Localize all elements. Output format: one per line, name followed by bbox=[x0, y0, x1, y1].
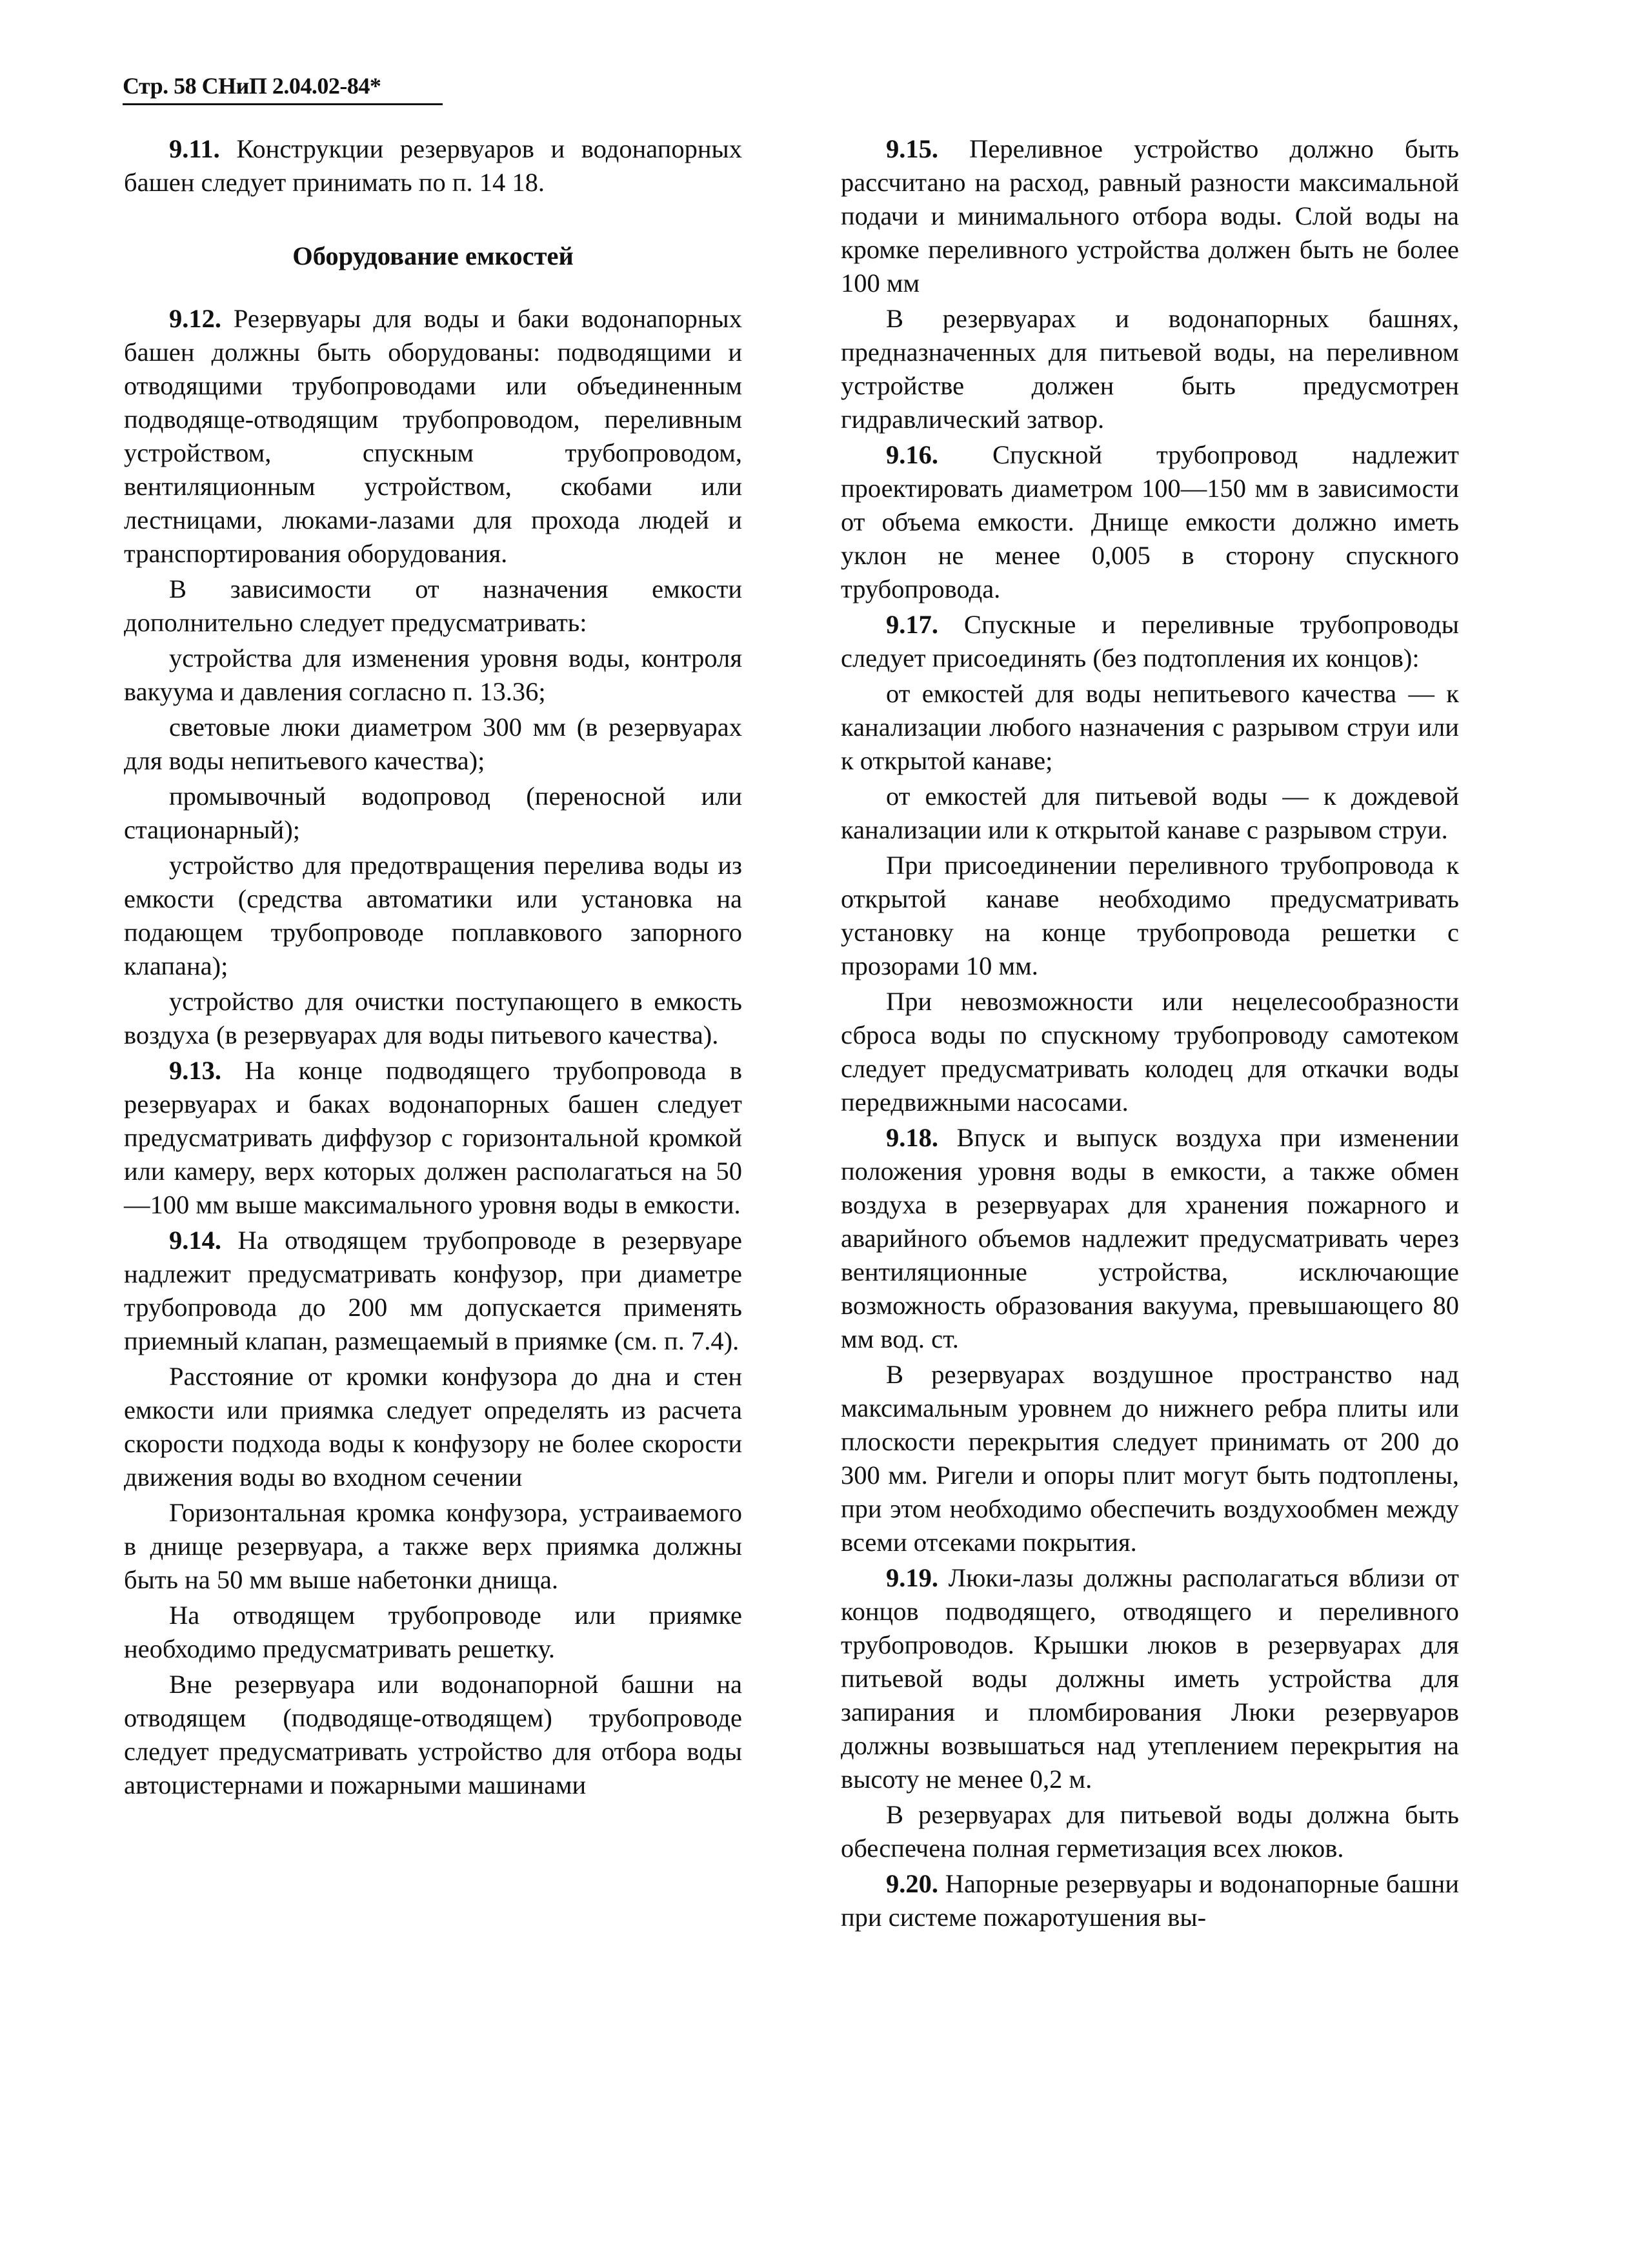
paragraph-9-11 bbox=[124, 132, 742, 199]
clause-text: Люки-лазы должны располагаться вблизи от концов подводящего, отводящего и переливного трубопроводов. Крышки люков в резервуарах для питьевой воды должны иметь устройства для запирания и пломбирования Люки резервуаров должны возвышаться над утеплением перекрытия на высоту не менее 0,2 м. bbox=[841, 1563, 1459, 1794]
clause-text: Напорные резервуары и водонапорные башни при системе пожаротушения вы- bbox=[841, 1869, 1459, 1932]
paragraph-text: В резервуарах и водонапорных башнях, предназначенных для питьевой воды, на переливном устройстве должен быть предусмотрен гидравлический затвор. bbox=[841, 304, 1459, 434]
paragraph-9-16 bbox=[841, 438, 1459, 606]
paragraph-9-17 bbox=[841, 608, 1459, 675]
paragraph-9-18 bbox=[841, 1121, 1459, 1356]
page-header: Стр. 58 СНиП 2.04.02-84* bbox=[123, 72, 443, 105]
clause-number: 9.19. bbox=[886, 1563, 938, 1592]
paragraph-9-13 bbox=[124, 1054, 742, 1222]
paragraph-9-15 bbox=[841, 132, 1459, 300]
paragraph-text: В резервуарах воздушное пространство над максимальным уровнем до нижнего ребра плиты или плоскости перекрытия следует принимать от 200 до 300 мм. Ригели и опоры плит могут быть подтоплены, при этом необходимо обеспечить воздухообмен между всеми отсеками покрытия. bbox=[841, 1360, 1459, 1557]
paragraph-text: На отводящем трубопроводе или приямке необходимо предусматривать решетку. bbox=[124, 1601, 742, 1663]
paragraph-text: В зависимости от назначения емкости дополнительно следует предусматривать: bbox=[124, 574, 742, 637]
paragraph-9-20 bbox=[841, 1867, 1459, 1934]
paragraph-text: от емкостей для воды непитьевого качества — к канализации любого назначения с разрывом струи или к открытой канаве; bbox=[841, 679, 1459, 775]
paragraph-text: В резервуарах для питьевой воды должна быть обеспечена полная герметизация всех люков. bbox=[841, 1800, 1459, 1863]
clause-number: 9.11. bbox=[169, 134, 220, 163]
paragraph-text: устройство для очистки поступающего в емкость воздуха (в резервуарах для воды питьевого качества). bbox=[124, 987, 742, 1049]
clause-number: 9.17. bbox=[886, 610, 938, 639]
paragraph-text: При присоединении переливного трубопровода к открытой канаве необходимо предусматривать установку на конце трубопровода решетки с прозорами 10 мм. bbox=[841, 851, 1459, 980]
paragraph-text: При невозможности или нецелесообразности сброса воды по спускному трубопроводу самотеком следует предусматривать колодец для откачки воды передвижными насосами. bbox=[841, 987, 1459, 1117]
paragraph-text: Расстояние от кромки конфузора до дна и стен емкости или приямка следует определять из расчета скорости подхода воды к конфузору не более скорости движения воды во входном сечении bbox=[124, 1362, 742, 1492]
paragraph-text: промывочный водопровод (переносной или стационарный); bbox=[124, 782, 742, 844]
clause-number: 9.12. bbox=[169, 304, 221, 333]
paragraph-9-14 bbox=[124, 1224, 742, 1358]
paragraph-text: устройство для предотвращения перелива воды из емкости (средства автоматики или установка на подающем трубопроводе поплавкового запорного клапана); bbox=[124, 851, 742, 980]
left-column bbox=[124, 132, 742, 1804]
paragraph-9-12 bbox=[124, 302, 742, 571]
clause-text: Впуск и выпуск воздуха при изменении положения уровня воды в емкости, а также обмен воздуха в резервуарах для хранения пожарного и аварийного объемов надлежит предусматривать через вентиляционные устройства, исключающие возможность образования вакуума, превышающего 80 мм вод. ст. bbox=[841, 1123, 1459, 1353]
paragraph-9-19 bbox=[841, 1561, 1459, 1796]
clause-text: На конце подводящего трубопровода в резервуарах и баках водонапорных башен следует предусматривать диффузор с горизонтальной кромкой или камеру, верх которых должен располагаться на 50—100 мм выше максимального уровня воды в емкости. bbox=[124, 1056, 742, 1219]
clause-number: 9.18. bbox=[886, 1123, 938, 1152]
clause-number: 9.20. bbox=[886, 1869, 938, 1898]
clause-text: Спускной трубопровод надлежит проектировать диаметром 100—150 мм в зависимости от объема емкости. Днище емкости должно иметь уклон не менее 0,005 в сторону спускного трубопровода. bbox=[841, 440, 1459, 603]
clause-text: Резервуары для воды и баки водонапорных башен должны быть оборудованы: подводящими и отводящими трубопроводами или объединенным подводяще-отводящим трубопроводом, переливным устройством, спускным трубопроводом, вентиляционным устройством, скобами или лестницами, люками-лазами для прохода людей и транспортирования оборудования. bbox=[124, 304, 742, 568]
clause-number: 9.14. bbox=[169, 1226, 221, 1255]
paragraph-text: от емкостей для питьевой воды — к дождевой канализации или к открытой канаве с разрывом струи. bbox=[841, 782, 1459, 844]
clause-number: 9.13. bbox=[169, 1056, 221, 1085]
paragraph-text: Горизонтальная кромка конфузора, устраиваемого в днище резервуара, а также верх приямка должны быть на 50 мм выше набетонки днища. bbox=[124, 1498, 742, 1594]
paragraph-text: устройства для изменения уровня воды, контроля вакуума и давления согласно п. 13.36; bbox=[124, 643, 742, 706]
clause-text: Спускные и переливные трубопроводы следует присоединять (без подтопления их концов): bbox=[841, 610, 1459, 673]
right-column bbox=[841, 132, 1459, 1936]
clause-text: Конструкции резервуаров и водонапорных башен следует принимать по п. 14 18. bbox=[124, 134, 742, 197]
paragraph-text: Вне резервуара или водонапорной башни на отводящем (подводяще-отводящем) трубопроводе следует предусматривать устройство для отбора воды автоцистернами и пожарными машинами bbox=[124, 1670, 742, 1799]
clause-number: 9.15. bbox=[886, 134, 938, 163]
paragraph-text: световые люки диаметром 300 мм (в резервуарах для воды непитьевого качества); bbox=[124, 713, 742, 775]
clause-number: 9.16. bbox=[886, 440, 938, 469]
section-heading: Оборудование емкостей bbox=[292, 241, 574, 270]
clause-text: На отводящем трубопроводе в резервуаре надлежит предусматривать конфузор, при диаметре трубопровода до 200 мм допускается применять приемный клапан, размещаемый в приямке (см. п. 7.4). bbox=[124, 1226, 742, 1355]
clause-text: Переливное устройство должно быть рассчитано на расход, равный разности максимальной подачи и минимального отбора воды. Слой воды на кромке переливного устройства должен быть не более 100 мм bbox=[841, 134, 1459, 298]
